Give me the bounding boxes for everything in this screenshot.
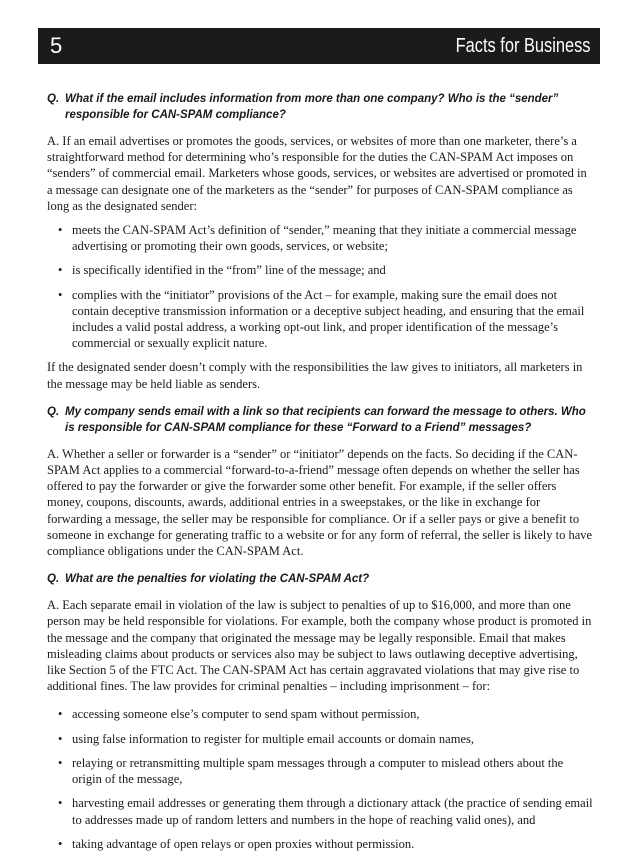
question-3 bbox=[47, 571, 593, 587]
document-body bbox=[47, 91, 593, 860]
question-text: What if the email includes information from more than one company? Who is the “sender” responsible for CAN-SPAM compliance? bbox=[65, 93, 559, 121]
question-prefix: Q. bbox=[47, 573, 60, 586]
list-item: • taking advantage of open relays or open proxies without permission. bbox=[47, 836, 593, 852]
list-item: • complies with the “initiator” provisions of the Act – for example, making sure the email does not contain deceptive transmission information or a deceptive subject heading, and ensuring that the email includes a valid postal address, a working opt-out link, and proper identification of the message’s commercial or sexually explicit nature. bbox=[47, 287, 593, 352]
bullet-list-1 bbox=[47, 222, 593, 351]
list-item: • harvesting email addresses or generating them through a dictionary attack (the practice of sending email to addresses made up of random letters and numbers in the hope of reaching valid ones), and bbox=[47, 795, 593, 827]
answer-2: A. Whether a seller or forwarder is a “sender” or “initiator” depends on the facts. So deciding if the CAN-SPAM Act applies to a commercial “forward-to-a-friend” message often depends on whether the seller has offered to pay the forwarder or give the forwarder some other benefit. For example, if the seller offers money, coupons, discounts, awards, additional entries in a sweepstakes, or the like in exchange for forwarding a message, the seller may be responsible for compliance. Or if a seller pays or give a benefit to someone in exchange for generating traffic to a website or for any form of referral, the seller is likely to have compliance obligations under the CAN-SPAM Act. bbox=[47, 446, 593, 559]
list-item: • is specifically identified in the “from” line of the message; and bbox=[47, 262, 593, 278]
question-text: My company sends email with a link so that recipients can forward the message to others. Who is responsible for CAN-SPAM compliance for these “Forward to a Friend” messages? bbox=[65, 405, 586, 434]
question-1 bbox=[47, 91, 593, 123]
question-text: What are the penalties for violating the CAN-SPAM Act? bbox=[65, 573, 370, 586]
answer-1-followup: If the designated sender doesn’t comply with the responsibilities the law gives to initiators, all marketers in the message may be held liable as senders. bbox=[47, 360, 583, 391]
answer-3: A. Each separate email in violation of the law is subject to penalties of up to $16,000, and more than one person may be held responsible for violations. For example, both the company whose product is promoted in the message and the company that originated the message may be legally responsible. Email that makes misleading claims about products or services also may be subject to laws outlawing deceptive advertising, like Section 5 of the FTC Act. The CAN-SPAM Act has certain aggravated violations that may give rise to additional fines. The law provides for criminal penalties – including imprisonment – for: bbox=[47, 598, 592, 694]
page-number: 5 bbox=[50, 33, 63, 58]
list-item: • relaying or retransmitting multiple spam messages through a computer to mislead others about the origin of the message, bbox=[47, 755, 593, 787]
question-prefix: Q. bbox=[47, 93, 60, 105]
list-item: • accessing someone else’s computer to send spam without permission, bbox=[47, 706, 593, 722]
page-header bbox=[38, 28, 600, 64]
list-item: • using false information to register for multiple email accounts or domain names, bbox=[47, 731, 593, 747]
question-2 bbox=[47, 404, 593, 436]
bullet-list-3 bbox=[47, 706, 593, 851]
list-item: • meets the CAN-SPAM Act’s definition of “sender,” meaning that they initiate a commercial message advertising or promoting their own goods, services, or website; bbox=[47, 222, 593, 254]
publication-title: Facts for Business bbox=[456, 34, 591, 57]
answer-1: A. If an email advertises or promotes the goods, services, or websites of more than one marketer, there’s a straightforward method for determining who’s responsible for the duties the CAN-SPAM Act imposes on “senders” of commercial email. Marketers whose goods, services, or websites are advertised or promoted in a message can designate one of the marketers as the “sender” for purposes of CAN-SPAM compliance as long as the designated sender: bbox=[47, 134, 587, 213]
question-prefix: Q. bbox=[47, 405, 60, 418]
